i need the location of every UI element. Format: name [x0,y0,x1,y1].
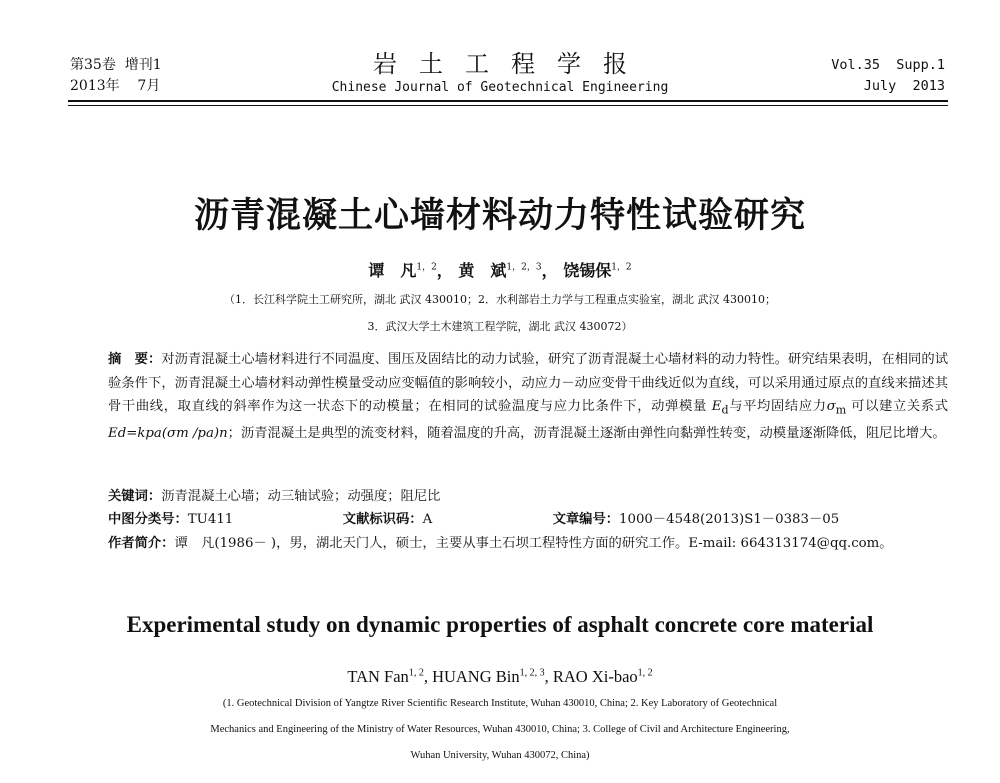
abstract-text: 对沥青混凝土心墙材料进行不同温度、围压及固结比的动力试验，研究了沥青混凝土心墙材料的动力特性。研究结果表明，在相同的试验条件下，沥青混凝土心墙材料动弹性模量受动应变幅值的影响较小，动应力－动应变骨干曲线近似为直线，可以采用通过原点的直线来描述其骨干曲线，取直线的斜率作为这一状态下的动模量；在相同的试验温度与应力比条件下，动弹模量 [108,352,949,414]
keywords-label: 关键词： [108,489,162,504]
author-sep-en: , [544,667,553,686]
symbol-e: E [711,399,722,414]
symbol-sigma-sub: m [835,403,847,417]
abstract-text: 与平均固结应力 [728,399,827,414]
affiliation-en-line: Wuhan University, Wuhan 430072, China) [410,750,590,761]
abstract-text: 可以建立关系式 [846,399,949,414]
author-affil-sup: 1，2，3 [506,262,542,273]
bio-text: 谭 凡(1986－ )，男，湖北天门人，硕士，主要从事土石坝工程特性方面的研究工作。E-mail: 664313174@qq.com。 [174,536,893,551]
classification-line [108,509,948,531]
volume-cn: 第35卷 增刊1 [70,57,162,73]
article-number-value: 1000－4548(2013)S1－0383－05 [619,512,840,527]
author-affil-sup-en: 1, 2 [408,667,424,679]
affiliation-en-line: (1. Geotechnical Division of Yangtze River Scientific Research Institute, Wuhan 430010, China; 2. Key Laboratory of Geotechnical [222,698,778,709]
keywords [108,486,948,508]
author-sep: ， [436,261,453,280]
author-name-en: TAN Fan [347,667,409,686]
symbol-e-sub: d [721,403,729,417]
author-affil-sup: 1，2 [416,262,437,273]
doc-code-label: 文献标识码： [342,512,423,527]
clc-value: TU411 [187,512,234,527]
authors-en [0,667,1000,687]
journal-title-cn: 岩土工程学报 [373,50,649,78]
author-sep-en: , [423,667,433,686]
abstract-text: ；沥青混凝土是典型的流变材料，随着温度的升高，沥青混凝土逐渐由弹性向黏弹性转变，动模量逐渐降低，阻尼比增大。 [227,426,946,442]
article-number-label: 文章编号： [552,512,620,527]
paper-title-cn: 沥青混凝土心墙材料动力特性试验研究 [193,196,806,236]
header-volume-info-en [831,55,945,97]
abstract-cn [108,348,948,446]
affiliation-en-line: Mechanics and Engineering of the Ministry of Water Resources, Wuhan 430010, China; 3. College of Civil and Architecture Engineering, [210,724,790,735]
author-affil-sup-en: 1, 2, 3 [519,667,545,679]
author-sep: ， [541,261,558,280]
symbol-sigma: σ [826,399,836,414]
author-affil-sup-en: 1, 2 [637,667,653,679]
date-cn: 2013年 7月 [70,78,161,94]
formula: Ed=kpa(σm /pa)n [108,426,228,442]
author-name: 饶锡保 [563,261,612,280]
journal-title-en: Chinese Journal of Geotechnical Engineering [331,80,669,95]
clc-label: 中图分类号： [108,512,188,527]
header-rule-thin [68,105,948,106]
affiliation-cn-line: （1．长江科学院土工研究所，湖北 武汉 430010；2．水利部岩土力学与工程重点实验室，湖北 武汉 430010； [224,293,776,306]
abstract-label: 摘 要： [108,352,162,367]
bio-label: 作者简介： [108,536,175,551]
authors-cn [0,258,1000,281]
author-affil-sup: 1，2 [611,262,632,273]
author-name: 谭 凡 [368,261,417,280]
volume-en: Vol.35 Supp.1 [831,57,945,73]
date-en: July 2013 [863,78,945,94]
header-rule-thick [68,100,948,102]
keywords-text: 沥青混凝土心墙；动三轴试验；动强度；阻尼比 [161,489,441,504]
author-name: 黄 斌 [458,261,507,280]
author-name-en: RAO Xi-bao [552,667,638,686]
author-name-en: HUANG Bin [432,667,520,686]
affiliation-cn-line: 3．武汉大学土木建筑工程学院，湖北 武汉 430072） [367,320,633,333]
author-bio [108,532,948,555]
doc-code-value: A [422,512,433,527]
paper-title-en: Experimental study on dynamic properties of asphalt concrete core material [126,612,874,637]
